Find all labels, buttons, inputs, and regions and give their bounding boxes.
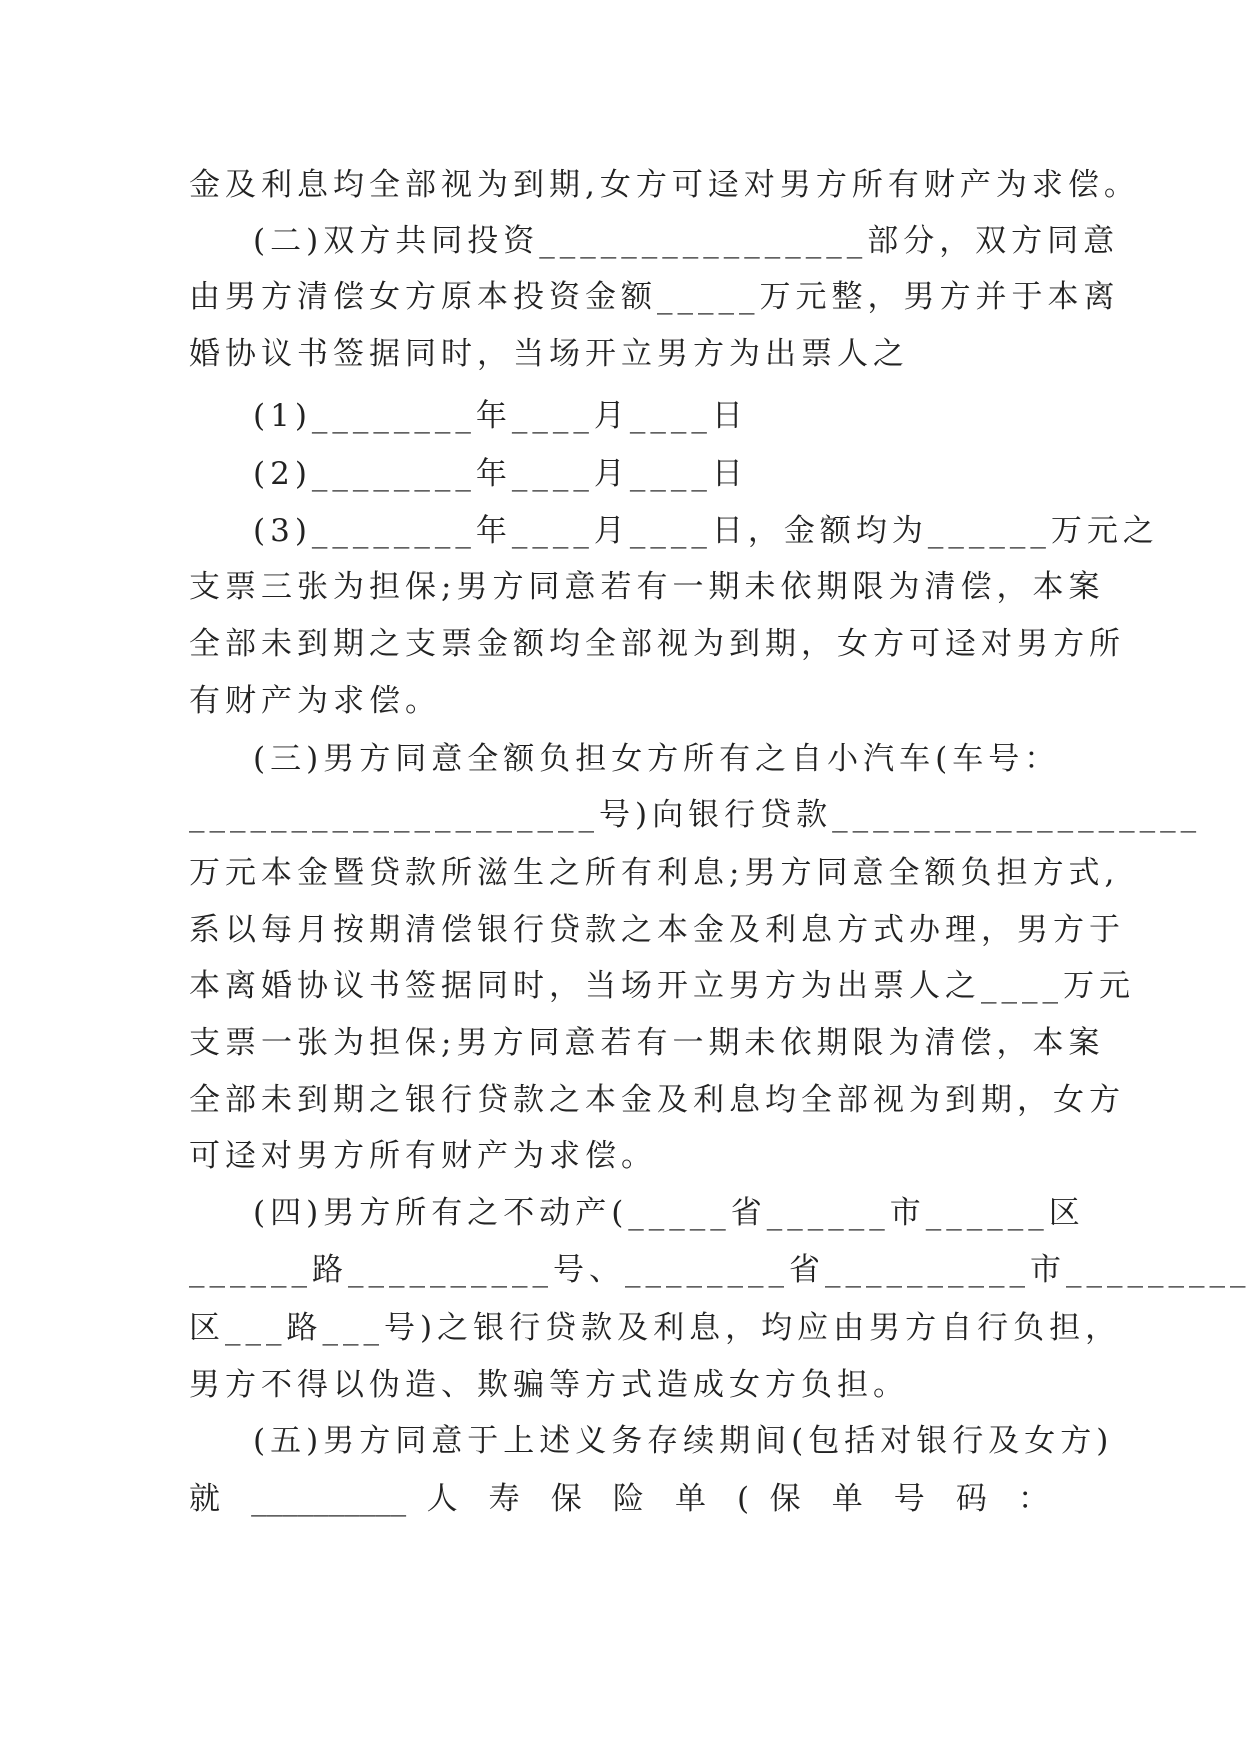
- text-line: (三)男方同意全额负担女方所有之自小汽车(车号：: [253, 741, 1061, 777]
- text-line: 系以每月按期清偿银行贷款之本金及利息方式办理，男方于: [189, 912, 1125, 948]
- text-line: 区___路___号)之银行贷款及利息，均应由男方自行负担，: [189, 1310, 1122, 1346]
- text-line: 支票一张为担保;男方同意若有一期未依期限为清偿，本案: [189, 1025, 1105, 1061]
- text-line: 本离婚协议书签据同时，当场开立男方为出票人之____万元: [189, 968, 1135, 1004]
- text-line: ____________________号)向银行贷款__________________: [189, 797, 1202, 833]
- text-line: 可迳对男方所有财产为求偿。: [189, 1138, 657, 1174]
- text-line: (二)双方共同投资________________部分，双方同意: [253, 223, 1120, 259]
- text-line: 全部未到期之支票金额均全部视为到期，女方可迳对男方所: [189, 626, 1125, 662]
- text-line: 支票三张为担保;男方同意若有一期未依期限为清偿，本案: [189, 569, 1105, 605]
- text-line: (2)________年____月____日: [253, 456, 748, 492]
- text-line: 婚协议书签据同时，当场开立男方为出票人之: [189, 336, 909, 372]
- text-line: 全部未到期之银行贷款之本金及利息均全部视为到期，女方: [189, 1082, 1125, 1118]
- text-line: ______路__________号、________省__________市_________: [189, 1252, 1251, 1288]
- text-line: 由男方清偿女方原本投资金额_____万元整，男方并于本离: [189, 279, 1120, 315]
- text-line: (1)________年____月____日: [253, 398, 748, 434]
- text-line: (四)男方所有之不动产(_____省______市______区: [253, 1195, 1085, 1231]
- text-line: 有财产为求偿。: [189, 683, 441, 719]
- text-line: (五)男方同意于上述义务存续期间(包括对银行及女方): [253, 1423, 1114, 1459]
- text-line: 金及利息均全部视为到期,女方可迳对男方所有财产为求偿。: [189, 167, 1140, 203]
- text-line: (3)________年____月____日，金额均为______万元之: [253, 513, 1159, 549]
- text-line: 就 __________ 人 寿 保 险 单 ( 保 单 号 码 ：: [189, 1481, 1049, 1517]
- text-line: 万元本金暨贷款所滋生之所有利息;男方同意全额负担方式,: [189, 855, 1120, 891]
- text-line: 男方不得以伪造、欺骗等方式造成女方负担。: [189, 1367, 909, 1403]
